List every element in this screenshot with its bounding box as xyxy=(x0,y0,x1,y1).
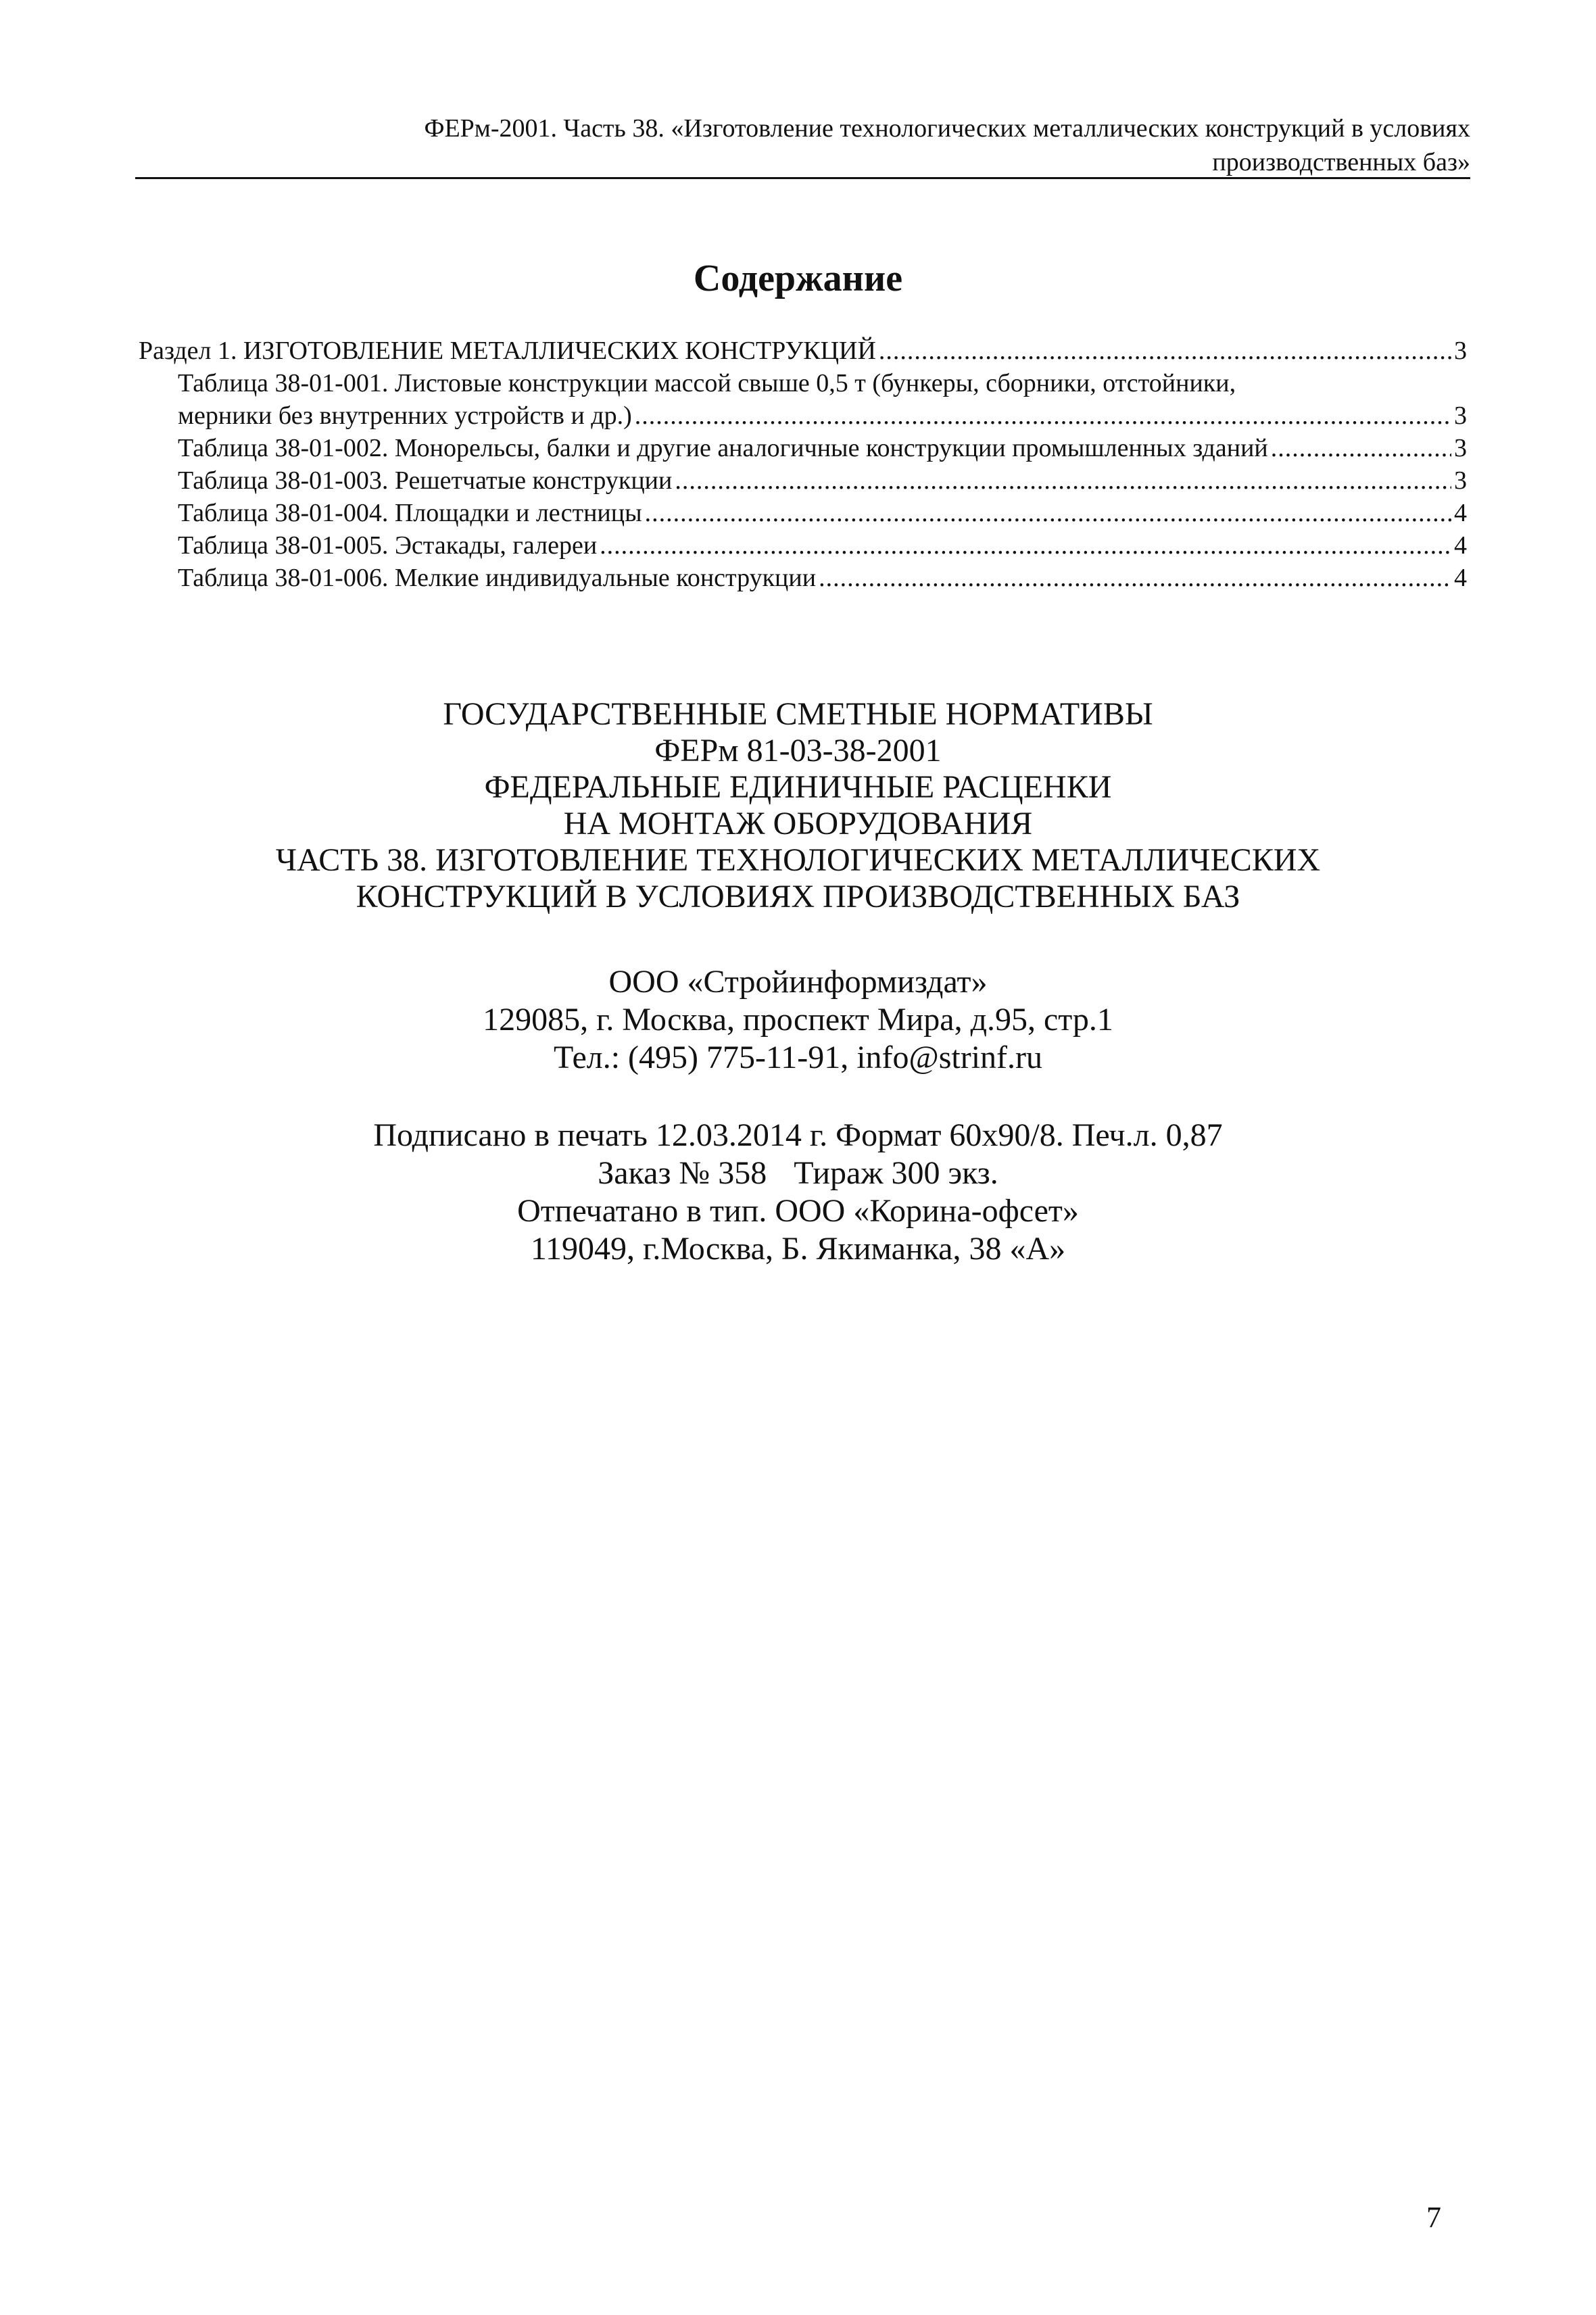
toc-entry-section-1[interactable] xyxy=(139,335,1467,367)
toc-entry-page: 4 xyxy=(1454,564,1467,592)
toc-entry-page: 4 xyxy=(1454,531,1467,560)
toc-entry-38-01-006[interactable] xyxy=(139,562,1467,594)
toc-entry-38-01-002[interactable] xyxy=(139,432,1467,464)
toc-entry-label: Таблица 38-01-002. Монорельсы, балки и другие аналогичные конструкции промышленных зданий xyxy=(178,434,1268,462)
toc-entry-label: Раздел 1. ИЗГОТОВЛЕНИЕ МЕТАЛЛИЧЕСКИХ КОНСТРУКЦИЙ xyxy=(139,337,876,365)
publisher-contact: Тел.: (495) 775-11-91, info@strinf.ru xyxy=(553,1040,1043,1075)
toc-entry-label: Таблица 38-01-001. Листовые конструкции массой свыше 0,5 т (бункеры, сборники, отстойники, xyxy=(178,369,1236,397)
imprint-order: Заказ № 358 xyxy=(598,1155,767,1191)
toc-entry-38-01-001[interactable] xyxy=(139,367,1467,432)
imprint-printer-address: 119049, г.Москва, Б. Якиманка, 38 «А» xyxy=(530,1231,1066,1267)
toc-leader-dots xyxy=(600,529,1451,562)
toc-title: Содержание xyxy=(693,258,903,299)
title-line-3: ФЕДЕРАЛЬНЫЕ ЕДИНИЧНЫЕ РАСЦЕНКИ xyxy=(484,769,1112,805)
running-header xyxy=(135,112,1470,179)
title-line-1: ГОСУДАРСТВЕННЫЕ СМЕТНЫЕ НОРМАТИВЫ xyxy=(443,696,1153,732)
title-line-4: НА МОНТАЖ ОБОРУДОВАНИЯ xyxy=(563,806,1033,842)
toc-entry-page: 3 xyxy=(1454,434,1467,462)
publisher-name: ООО «Стройинформиздат» xyxy=(608,964,988,1000)
toc-leader-dots xyxy=(645,497,1451,529)
publisher-address: 129085, г. Москва, проспект Мира, д.95, стр.1 xyxy=(483,1002,1113,1038)
title-line-6: КОНСТРУКЦИЙ В УСЛОВИЯХ ПРОИЗВОДСТВЕННЫХ БАЗ xyxy=(356,879,1240,915)
toc-entry-label: Таблица 38-01-006. Мелкие индивидуальные конструкции xyxy=(178,564,817,592)
toc-entry-page: 3 xyxy=(1454,401,1467,430)
toc-entry-page: 3 xyxy=(1454,337,1467,365)
toc-entry-label: Таблица 38-01-003. Решетчатые конструкции xyxy=(178,466,673,495)
imprint-block xyxy=(0,1117,1596,1268)
toc-leader-dots xyxy=(1271,432,1451,464)
toc-entry-38-01-004[interactable] xyxy=(139,497,1467,529)
running-header-line-1: ФЕРм-2001. Часть 38. «Изготовление технологических металлических конструкций в условиях xyxy=(424,114,1470,143)
publisher-block xyxy=(0,963,1596,1077)
running-header-line-2: производственных баз» xyxy=(1212,148,1470,176)
title-line-2: ФЕРм 81-03-38-2001 xyxy=(654,733,942,769)
toc-leader-dots xyxy=(635,399,1451,432)
toc-entry-38-01-003[interactable] xyxy=(139,464,1467,497)
imprint-run: Тираж 300 экз. xyxy=(794,1155,998,1191)
toc-entry-label: Таблица 38-01-005. Эстакады, галереи xyxy=(178,531,598,560)
table-of-contents xyxy=(139,335,1467,594)
document-title-block xyxy=(0,696,1596,915)
toc-entry-page: 4 xyxy=(1454,499,1467,527)
toc-leader-dots xyxy=(819,562,1451,594)
toc-leader-dots xyxy=(879,335,1451,367)
imprint-signed: Подписано в печать 12.03.2014 г. Формат 60x90/8. Печ.л. 0,87 xyxy=(373,1117,1223,1153)
toc-entry-38-01-005[interactable] xyxy=(139,529,1467,562)
toc-entry-page: 3 xyxy=(1454,466,1467,495)
page-number: 7 xyxy=(1426,2201,1441,2234)
imprint-printer: Отпечатано в тип. ООО «Корина-офсет» xyxy=(517,1193,1079,1229)
imprint-order-run xyxy=(0,1154,1596,1192)
toc-leader-dots xyxy=(675,464,1451,497)
toc-entry-label: Таблица 38-01-004. Площадки и лестницы xyxy=(178,499,642,527)
toc-entry-label-continued: мерники без внутренних устройств и др.) xyxy=(178,401,632,430)
title-line-5: ЧАСТЬ 38. ИЗГОТОВЛЕНИЕ ТЕХНОЛОГИЧЕСКИХ МЕТАЛЛИЧЕСКИХ xyxy=(275,842,1321,878)
header-rule xyxy=(135,177,1470,179)
